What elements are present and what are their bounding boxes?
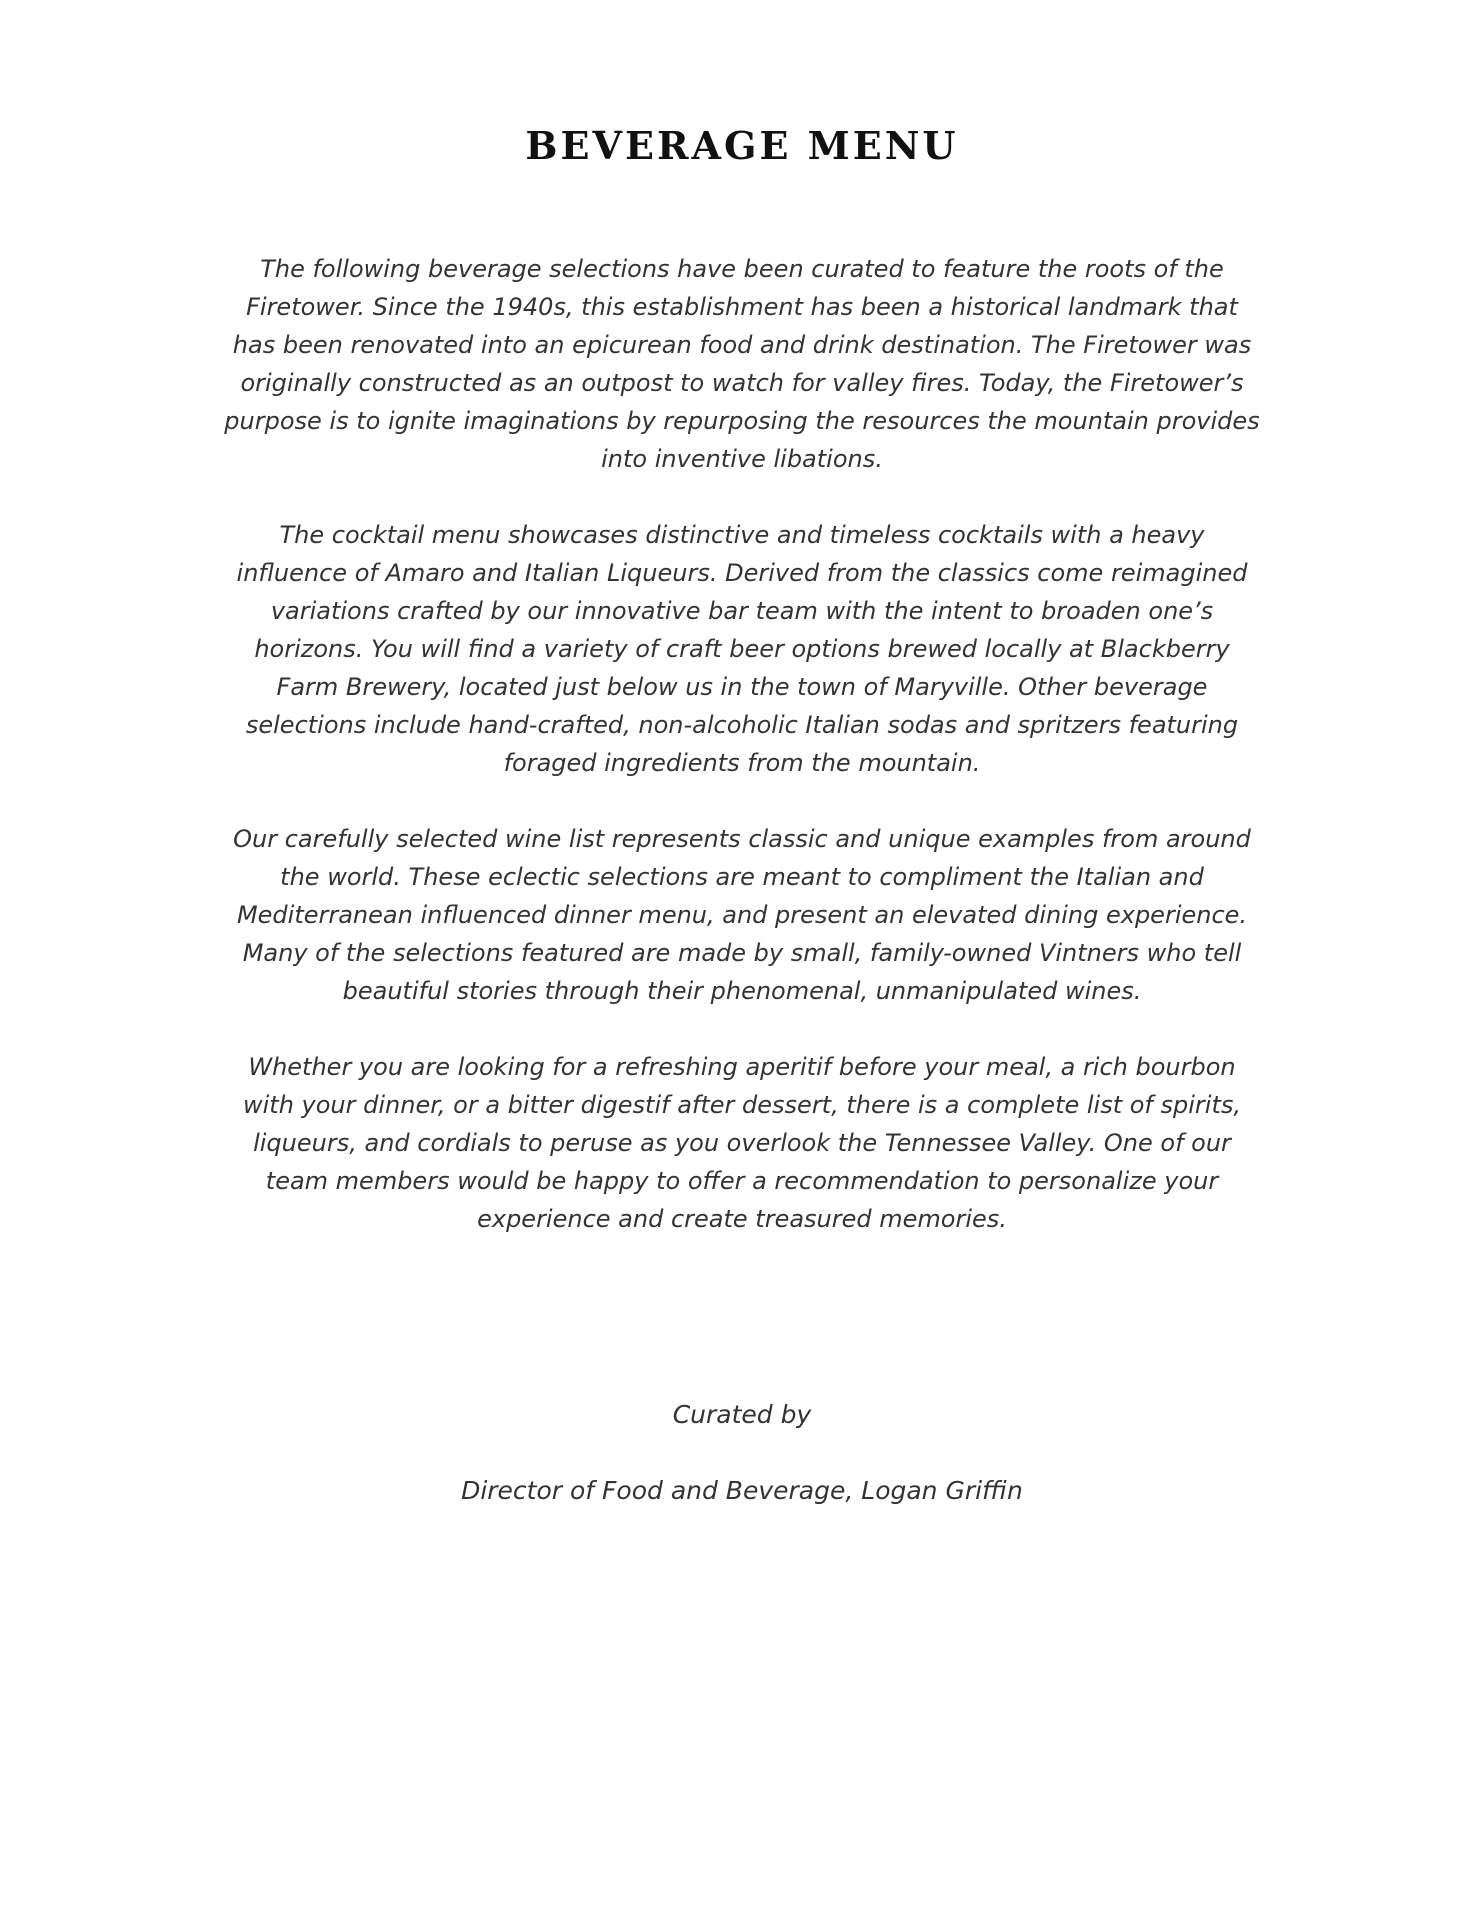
page-title: BEVERAGE MENU [525,123,959,168]
intro-text [222,250,1262,1276]
intro-paragraph-spirits: Whether you are looking for a refreshing aperitif before your meal, a rich bourbon with your dinner, or a bitter digestif after dessert, there is a complete list of spirits, liqueurs, and cordials to peruse as you overlook the Tennessee Valley. One of our team members would be happy to offer a recommendation to personalize your experience and create treasured memories. [243,1053,1241,1233]
intro-paragraph-wine: Our carefully selected wine list represents classic and unique examples from around the world. These eclectic selections are meant to compliment the Italian and Mediterranean influenced dinner menu, and present an elevated dining experience. Many of the selections featured are made by small, family-owned Vintners who tell beautiful stories through their phenomenal, unmanipulated wines. [233,825,1251,1005]
curated-by-label: Curated by [672,1400,812,1429]
intro-paragraph-history: The following beverage selections have been curated to feature the roots of the Firetower. Since the 1940s, this establishment has been a historical landmark that has been renovated into an epicurean food and drink destination. The Firetower was originally constructed as an outpost to watch for valley fires. Today, the Firetower’s purpose is to ignite imaginations by repurposing the resources the mountain provides into inventive libations. [224,255,1260,473]
intro-paragraph-cocktails: The cocktail menu showcases distinctive and timeless cocktails with a heavy influence of Amaro and Italian Liqueurs. Derived from the classics come reimagined variations crafted by our innovative bar team with the intent to broaden one’s horizons. You will find a variety of craft beer options brewed locally at Blackberry Farm Brewery, located just below us in the town of Maryville. Other beverage selections include hand-crafted, non-alcoholic Italian sodas and spritzers featuring foraged ingredients from the mountain. [236,521,1248,777]
curator-name: Director of Food and Beverage, Logan Griffin [461,1476,1023,1505]
